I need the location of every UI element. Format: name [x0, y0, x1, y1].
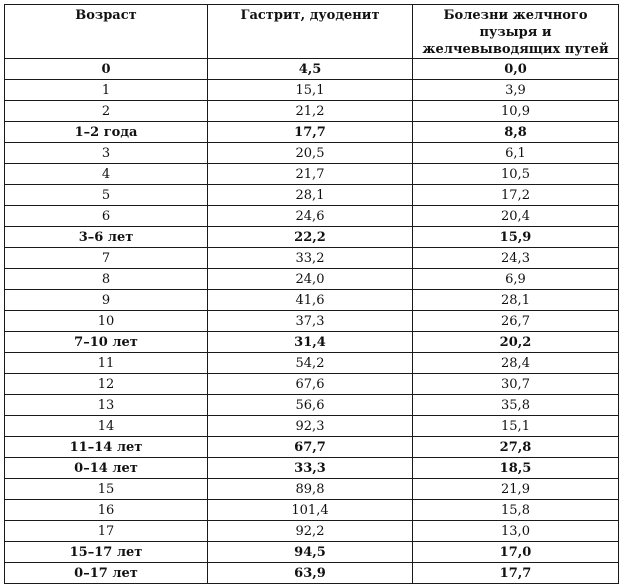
- cell-gallbladder: 28,1: [413, 290, 619, 311]
- cell-age: 7–10 лет: [5, 332, 208, 353]
- table-row: [5, 164, 619, 185]
- cell-gallbladder: 17,0: [413, 542, 619, 563]
- cell-gallbladder: 30,7: [413, 374, 619, 395]
- header-gallbladder: Болезни желчного пузыря и желчевыводящих путей: [413, 5, 619, 59]
- cell-gallbladder: 8,8: [413, 122, 619, 143]
- cell-age: 12: [5, 374, 208, 395]
- table-row: [5, 521, 619, 542]
- cell-gastritis: 24,6: [208, 206, 413, 227]
- table-row: [5, 437, 619, 458]
- cell-gallbladder: 18,5: [413, 458, 619, 479]
- cell-gastritis: 24,0: [208, 269, 413, 290]
- cell-gallbladder: 15,8: [413, 500, 619, 521]
- cell-gallbladder: 17,2: [413, 185, 619, 206]
- cell-age: 7: [5, 248, 208, 269]
- cell-age: 4: [5, 164, 208, 185]
- table-row: [5, 395, 619, 416]
- table-row: [5, 500, 619, 521]
- cell-gallbladder: 15,1: [413, 416, 619, 437]
- cell-gallbladder: 27,8: [413, 437, 619, 458]
- table-row: [5, 80, 619, 101]
- table-row: [5, 290, 619, 311]
- cell-gallbladder: 28,4: [413, 353, 619, 374]
- cell-gastritis: 33,3: [208, 458, 413, 479]
- cell-gastritis: 54,2: [208, 353, 413, 374]
- cell-age: 5: [5, 185, 208, 206]
- cell-age: 17: [5, 521, 208, 542]
- table-row: [5, 269, 619, 290]
- cell-gallbladder: 17,7: [413, 563, 619, 584]
- cell-gastritis: 67,7: [208, 437, 413, 458]
- table-container: [4, 4, 619, 584]
- cell-gastritis: 37,3: [208, 311, 413, 332]
- table-row: [5, 416, 619, 437]
- table-row: [5, 563, 619, 584]
- cell-age: 11: [5, 353, 208, 374]
- cell-gastritis: 41,6: [208, 290, 413, 311]
- morbidity-table: [4, 4, 619, 584]
- table-row: [5, 185, 619, 206]
- cell-age: 3: [5, 143, 208, 164]
- table-row: [5, 458, 619, 479]
- cell-age: 0: [5, 59, 208, 80]
- cell-age: 3–6 лет: [5, 227, 208, 248]
- table-row: [5, 353, 619, 374]
- cell-gallbladder: 10,9: [413, 101, 619, 122]
- cell-gastritis: 63,9: [208, 563, 413, 584]
- table-row: [5, 206, 619, 227]
- table-row: [5, 332, 619, 353]
- cell-gallbladder: 21,9: [413, 479, 619, 500]
- cell-gastritis: 21,2: [208, 101, 413, 122]
- table-row: [5, 374, 619, 395]
- cell-gallbladder: 0,0: [413, 59, 619, 80]
- cell-gallbladder: 6,1: [413, 143, 619, 164]
- cell-gallbladder: 13,0: [413, 521, 619, 542]
- cell-gallbladder: 10,5: [413, 164, 619, 185]
- cell-age: 13: [5, 395, 208, 416]
- cell-age: 2: [5, 101, 208, 122]
- table-row: [5, 542, 619, 563]
- cell-gastritis: 92,3: [208, 416, 413, 437]
- cell-gastritis: 92,2: [208, 521, 413, 542]
- cell-gallbladder: 3,9: [413, 80, 619, 101]
- cell-gastritis: 89,8: [208, 479, 413, 500]
- cell-gastritis: 67,6: [208, 374, 413, 395]
- cell-age: 0–17 лет: [5, 563, 208, 584]
- table-row: [5, 479, 619, 500]
- cell-age: 8: [5, 269, 208, 290]
- cell-gastritis: 20,5: [208, 143, 413, 164]
- cell-gastritis: 28,1: [208, 185, 413, 206]
- cell-age: 1–2 года: [5, 122, 208, 143]
- cell-gallbladder: 35,8: [413, 395, 619, 416]
- cell-age: 14: [5, 416, 208, 437]
- header-age: Возраст: [5, 5, 208, 59]
- cell-gallbladder: 20,4: [413, 206, 619, 227]
- header-row: [5, 5, 619, 59]
- cell-age: 15: [5, 479, 208, 500]
- cell-gastritis: 4,5: [208, 59, 413, 80]
- cell-gallbladder: 24,3: [413, 248, 619, 269]
- table-row: [5, 248, 619, 269]
- cell-gastritis: 94,5: [208, 542, 413, 563]
- table-row: [5, 227, 619, 248]
- cell-gastritis: 31,4: [208, 332, 413, 353]
- cell-age: 15–17 лет: [5, 542, 208, 563]
- cell-gallbladder: 26,7: [413, 311, 619, 332]
- cell-age: 0–14 лет: [5, 458, 208, 479]
- cell-age: 16: [5, 500, 208, 521]
- table-row: [5, 101, 619, 122]
- cell-age: 9: [5, 290, 208, 311]
- table-row: [5, 143, 619, 164]
- cell-gallbladder: 6,9: [413, 269, 619, 290]
- cell-age: 10: [5, 311, 208, 332]
- header-gastritis: Гастрит, дуоденит: [208, 5, 413, 59]
- table-body: [5, 59, 619, 584]
- cell-gallbladder: 15,9: [413, 227, 619, 248]
- cell-age: 11–14 лет: [5, 437, 208, 458]
- cell-gastritis: 33,2: [208, 248, 413, 269]
- cell-age: 1: [5, 80, 208, 101]
- table-row: [5, 59, 619, 80]
- cell-gastritis: 101,4: [208, 500, 413, 521]
- table-row: [5, 122, 619, 143]
- cell-gastritis: 22,2: [208, 227, 413, 248]
- cell-gallbladder: 20,2: [413, 332, 619, 353]
- cell-gastritis: 21,7: [208, 164, 413, 185]
- table-row: [5, 311, 619, 332]
- cell-gastritis: 15,1: [208, 80, 413, 101]
- cell-gastritis: 56,6: [208, 395, 413, 416]
- cell-age: 6: [5, 206, 208, 227]
- cell-gastritis: 17,7: [208, 122, 413, 143]
